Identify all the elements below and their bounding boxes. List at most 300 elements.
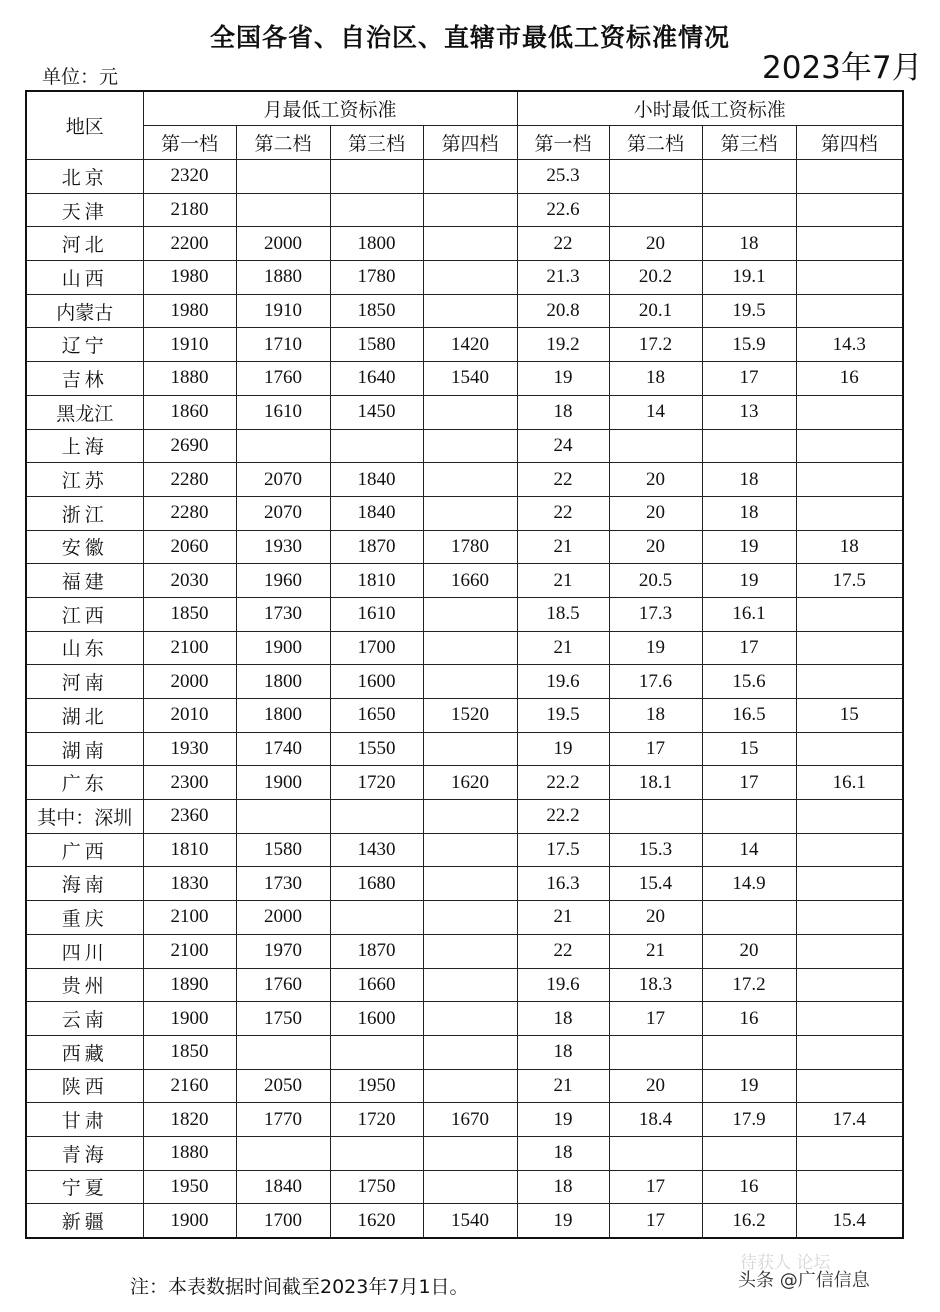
hourly-tier-3-cell: 13 — [702, 395, 796, 429]
region-cell: 内蒙古 — [26, 294, 143, 328]
monthly-tier-1-cell: 1910 — [143, 328, 236, 362]
monthly-tier-2-cell: 1930 — [236, 530, 330, 564]
hourly-tier-3-cell — [702, 429, 796, 463]
hourly-tier-2-cell: 20 — [609, 1069, 702, 1103]
table-row — [26, 766, 903, 800]
region-cell: 甘肃 — [26, 1103, 143, 1137]
monthly-tier-1-cell: 1880 — [143, 362, 236, 396]
hourly-tier-2-cell: 20 — [609, 463, 702, 497]
monthly-tier-3-cell: 1660 — [330, 968, 423, 1002]
hourly-tier-3-cell: 14.9 — [702, 867, 796, 901]
hourly-tier-3-cell: 19.5 — [702, 294, 796, 328]
hourly-tier-1-cell: 17.5 — [517, 833, 609, 867]
monthly-tier-4-cell — [423, 160, 517, 194]
hourly-tier-4-cell: 15.4 — [796, 1204, 903, 1238]
monthly-tier-2-cell: 1760 — [236, 968, 330, 1002]
hourly-tier-3-cell: 17 — [702, 362, 796, 396]
monthly-tier-4-cell — [423, 496, 517, 530]
monthly-tier-1-cell: 2320 — [143, 160, 236, 194]
monthly-tier-3-cell: 1610 — [330, 597, 423, 631]
hourly-tier-3-cell: 17 — [702, 631, 796, 665]
hourly-tier-1-cell: 18 — [517, 1002, 609, 1036]
region-cell: 云南 — [26, 1002, 143, 1036]
hourly-tier-2-cell — [609, 1136, 702, 1170]
hourly-tier-3-cell: 14 — [702, 833, 796, 867]
monthly-tier-1-cell: 1820 — [143, 1103, 236, 1137]
monthly-tier-3-cell: 1810 — [330, 564, 423, 598]
monthly-tier-2-cell: 1730 — [236, 597, 330, 631]
hourly-tier-1-cell: 21 — [517, 901, 609, 935]
table-row — [26, 328, 903, 362]
region-cell: 新疆 — [26, 1204, 143, 1238]
region-cell: 重庆 — [26, 901, 143, 935]
table-row — [26, 665, 903, 699]
monthly-tier-2-cell: 1770 — [236, 1103, 330, 1137]
hourly-tier-1-cell: 19 — [517, 1204, 609, 1238]
monthly-tier-3-cell: 1720 — [330, 1103, 423, 1137]
hourly-tier-2-cell: 15.3 — [609, 833, 702, 867]
region-cell: 青海 — [26, 1136, 143, 1170]
table-row — [26, 429, 903, 463]
table-row — [26, 968, 903, 1002]
hourly-tier-3-cell: 17.2 — [702, 968, 796, 1002]
hourly-tier-1-cell: 22 — [517, 463, 609, 497]
header-row-tiers — [26, 126, 903, 160]
monthly-tier-4-cell: 1670 — [423, 1103, 517, 1137]
monthly-tier-2-cell: 2070 — [236, 463, 330, 497]
hourly-tier-2-cell — [609, 429, 702, 463]
monthly-tier-2-cell: 1960 — [236, 564, 330, 598]
hourly-tier-3-cell — [702, 1136, 796, 1170]
monthly-tier-2-cell: 1910 — [236, 294, 330, 328]
hourly-tier-3-cell: 19.1 — [702, 261, 796, 295]
monthly-tier-3-cell: 1850 — [330, 294, 423, 328]
monthly-tier-2-cell: 1710 — [236, 328, 330, 362]
hourly-tier-2-header: 第二档 — [609, 126, 702, 160]
monthly-tier-4-cell — [423, 833, 517, 867]
hourly-tier-3-cell: 18 — [702, 463, 796, 497]
hourly-tier-1-cell: 19 — [517, 732, 609, 766]
hourly-tier-3-header: 第三档 — [702, 126, 796, 160]
monthly-tier-4-cell — [423, 1170, 517, 1204]
hourly-tier-2-cell: 21 — [609, 934, 702, 968]
monthly-tier-1-cell: 2180 — [143, 193, 236, 227]
footnote: 注：本表数据时间截至2023年7月1日。 — [130, 1276, 469, 1298]
hourly-tier-3-cell — [702, 1035, 796, 1069]
monthly-tier-4-cell — [423, 934, 517, 968]
hourly-tier-2-cell: 17 — [609, 732, 702, 766]
monthly-tier-2-cell: 1730 — [236, 867, 330, 901]
monthly-tier-3-cell: 1840 — [330, 496, 423, 530]
table-row — [26, 496, 903, 530]
monthly-tier-1-cell: 2100 — [143, 934, 236, 968]
monthly-tier-2-header: 第二档 — [236, 126, 330, 160]
hourly-tier-1-cell: 24 — [517, 429, 609, 463]
hourly-tier-4-cell — [796, 901, 903, 935]
hourly-tier-2-cell: 18 — [609, 699, 702, 733]
monthly-tier-4-cell — [423, 1002, 517, 1036]
monthly-tier-2-cell: 1580 — [236, 833, 330, 867]
monthly-tier-2-cell: 1610 — [236, 395, 330, 429]
region-cell: 辽宁 — [26, 328, 143, 362]
hourly-tier-1-cell: 18 — [517, 1035, 609, 1069]
table-row — [26, 227, 903, 261]
hourly-tier-1-cell: 22 — [517, 496, 609, 530]
monthly-tier-3-cell — [330, 160, 423, 194]
monthly-tier-4-cell — [423, 429, 517, 463]
hourly-tier-4-cell — [796, 1069, 903, 1103]
table-row — [26, 934, 903, 968]
hourly-tier-4-cell: 17.5 — [796, 564, 903, 598]
table-row — [26, 1136, 903, 1170]
monthly-tier-4-cell: 1660 — [423, 564, 517, 598]
monthly-tier-1-cell: 2160 — [143, 1069, 236, 1103]
hourly-tier-2-cell: 15.4 — [609, 867, 702, 901]
monthly-tier-4-cell — [423, 901, 517, 935]
hourly-tier-4-cell — [796, 833, 903, 867]
region-cell: 天津 — [26, 193, 143, 227]
hourly-tier-1-cell: 22 — [517, 934, 609, 968]
hourly-tier-3-cell: 16.2 — [702, 1204, 796, 1238]
hourly-tier-3-cell — [702, 901, 796, 935]
hourly-tier-2-cell: 17 — [609, 1002, 702, 1036]
hourly-tier-1-cell: 16.3 — [517, 867, 609, 901]
hourly-tier-2-cell: 18.1 — [609, 766, 702, 800]
monthly-tier-1-cell: 1810 — [143, 833, 236, 867]
hourly-tier-4-cell: 17.4 — [796, 1103, 903, 1137]
region-cell: 西藏 — [26, 1035, 143, 1069]
hourly-tier-2-cell: 17.2 — [609, 328, 702, 362]
monthly-tier-2-cell: 2000 — [236, 227, 330, 261]
monthly-tier-3-cell — [330, 1035, 423, 1069]
hourly-tier-1-cell: 18 — [517, 1170, 609, 1204]
region-cell: 广西 — [26, 833, 143, 867]
monthly-tier-4-cell — [423, 631, 517, 665]
region-cell: 四川 — [26, 934, 143, 968]
hourly-tier-2-cell — [609, 160, 702, 194]
table-row — [26, 1170, 903, 1204]
monthly-tier-1-cell: 2300 — [143, 766, 236, 800]
hourly-tier-3-cell: 16.1 — [702, 597, 796, 631]
monthly-tier-1-cell: 2360 — [143, 800, 236, 834]
table-row — [26, 193, 903, 227]
hourly-tier-1-cell: 21.3 — [517, 261, 609, 295]
monthly-tier-3-cell: 1620 — [330, 1204, 423, 1238]
table-row — [26, 631, 903, 665]
monthly-tier-4-cell — [423, 1069, 517, 1103]
hourly-tier-1-cell: 21 — [517, 564, 609, 598]
monthly-tier-2-cell — [236, 193, 330, 227]
monthly-tier-4-cell — [423, 968, 517, 1002]
hourly-tier-2-cell: 14 — [609, 395, 702, 429]
monthly-tier-4-cell — [423, 597, 517, 631]
hourly-tier-4-cell — [796, 193, 903, 227]
hourly-tier-4-cell — [796, 968, 903, 1002]
hourly-tier-1-cell: 22.2 — [517, 766, 609, 800]
monthly-tier-3-cell: 1870 — [330, 530, 423, 564]
monthly-tier-2-cell — [236, 429, 330, 463]
hourly-tier-3-cell: 15.9 — [702, 328, 796, 362]
monthly-tier-1-cell: 2060 — [143, 530, 236, 564]
hourly-tier-4-cell: 15 — [796, 699, 903, 733]
table-row — [26, 160, 903, 194]
monthly-tier-3-cell: 1580 — [330, 328, 423, 362]
hourly-tier-1-cell: 22.6 — [517, 193, 609, 227]
hourly-tier-1-cell: 21 — [517, 1069, 609, 1103]
hourly-tier-1-cell: 19.6 — [517, 665, 609, 699]
hourly-tier-1-cell: 19.6 — [517, 968, 609, 1002]
hourly-tier-4-cell — [796, 867, 903, 901]
monthly-tier-3-cell: 1750 — [330, 1170, 423, 1204]
hourly-tier-3-cell: 20 — [702, 934, 796, 968]
monthly-tier-3-cell: 1950 — [330, 1069, 423, 1103]
monthly-tier-2-cell — [236, 1035, 330, 1069]
monthly-tier-3-cell: 1840 — [330, 463, 423, 497]
monthly-tier-2-cell: 1900 — [236, 631, 330, 665]
monthly-tier-2-cell: 1800 — [236, 665, 330, 699]
monthly-tier-3-cell: 1600 — [330, 1002, 423, 1036]
monthly-tier-2-cell: 1840 — [236, 1170, 330, 1204]
hourly-tier-2-cell: 19 — [609, 631, 702, 665]
region-cell: 安徽 — [26, 530, 143, 564]
source-credit: 头条 @广信信息 — [738, 1270, 870, 1291]
hourly-tier-4-cell — [796, 496, 903, 530]
region-header: 地区 — [26, 91, 143, 160]
hourly-tier-2-cell: 20 — [609, 227, 702, 261]
region-cell: 河北 — [26, 227, 143, 261]
monthly-tier-2-cell: 1800 — [236, 699, 330, 733]
monthly-tier-4-cell: 1540 — [423, 362, 517, 396]
region-cell: 浙江 — [26, 496, 143, 530]
monthly-tier-1-cell: 2010 — [143, 699, 236, 733]
hourly-tier-2-cell — [609, 800, 702, 834]
hourly-tier-4-cell — [796, 463, 903, 497]
hourly-tier-2-cell: 20.5 — [609, 564, 702, 598]
hourly-tier-4-cell: 16.1 — [796, 766, 903, 800]
hourly-tier-1-header: 第一档 — [517, 126, 609, 160]
hourly-tier-1-cell: 20.8 — [517, 294, 609, 328]
hourly-tier-3-cell: 19 — [702, 530, 796, 564]
hourly-tier-3-cell: 19 — [702, 564, 796, 598]
hourly-tier-3-cell: 17.9 — [702, 1103, 796, 1137]
monthly-tier-2-cell: 2070 — [236, 496, 330, 530]
hourly-tier-4-cell — [796, 800, 903, 834]
hourly-tier-3-cell: 16 — [702, 1170, 796, 1204]
hourly-tier-3-cell: 16 — [702, 1002, 796, 1036]
monthly-tier-1-cell: 1900 — [143, 1204, 236, 1238]
hourly-tier-2-cell: 17.3 — [609, 597, 702, 631]
hourly-tier-4-cell — [796, 732, 903, 766]
monthly-tier-4-cell — [423, 867, 517, 901]
monthly-tier-1-cell: 1950 — [143, 1170, 236, 1204]
unit-label: 单位：元 — [42, 66, 119, 88]
region-cell: 河南 — [26, 665, 143, 699]
region-cell: 福建 — [26, 564, 143, 598]
monthly-tier-3-cell: 1430 — [330, 833, 423, 867]
hourly-tier-1-cell: 19.5 — [517, 699, 609, 733]
hourly-tier-4-cell — [796, 597, 903, 631]
region-cell: 广东 — [26, 766, 143, 800]
hourly-tier-2-cell: 20.2 — [609, 261, 702, 295]
table-row — [26, 867, 903, 901]
table-row — [26, 699, 903, 733]
hourly-tier-1-cell: 18 — [517, 1136, 609, 1170]
region-cell: 湖北 — [26, 699, 143, 733]
monthly-tier-4-cell — [423, 193, 517, 227]
monthly-tier-3-cell: 1870 — [330, 934, 423, 968]
monthly-tier-3-cell — [330, 901, 423, 935]
monthly-tier-1-cell: 2030 — [143, 564, 236, 598]
hourly-tier-4-cell — [796, 294, 903, 328]
monthly-tier-4-cell — [423, 800, 517, 834]
monthly-tier-1-cell: 2100 — [143, 901, 236, 935]
hourly-tier-3-cell: 15.6 — [702, 665, 796, 699]
monthly-tier-3-cell: 1450 — [330, 395, 423, 429]
hourly-tier-4-cell — [796, 1035, 903, 1069]
table-row — [26, 800, 903, 834]
table-row — [26, 463, 903, 497]
region-cell: 宁夏 — [26, 1170, 143, 1204]
monthly-tier-1-cell: 2000 — [143, 665, 236, 699]
table-row — [26, 1035, 903, 1069]
monthly-tier-3-cell — [330, 1136, 423, 1170]
monthly-tier-3-header: 第三档 — [330, 126, 423, 160]
page-title: 全国各省、自治区、直辖市最低工资标准情况 — [209, 23, 730, 52]
monthly-tier-2-cell: 1970 — [236, 934, 330, 968]
monthly-tier-4-cell — [423, 227, 517, 261]
monthly-tier-1-cell: 2690 — [143, 429, 236, 463]
table-row — [26, 1069, 903, 1103]
hourly-tier-2-cell: 20 — [609, 496, 702, 530]
monthly-tier-1-cell: 1930 — [143, 732, 236, 766]
hourly-tier-4-header: 第四档 — [796, 126, 903, 160]
monthly-tier-2-cell: 1880 — [236, 261, 330, 295]
monthly-tier-4-cell — [423, 294, 517, 328]
monthly-tier-3-cell: 1800 — [330, 227, 423, 261]
hourly-tier-2-cell: 17 — [609, 1170, 702, 1204]
hourly-tier-2-cell: 20.1 — [609, 294, 702, 328]
hourly-tier-4-cell — [796, 227, 903, 261]
hourly-tier-4-cell — [796, 1170, 903, 1204]
hourly-tier-4-cell — [796, 934, 903, 968]
monthly-tier-4-cell — [423, 463, 517, 497]
monthly-tier-1-cell: 1980 — [143, 261, 236, 295]
monthly-tier-3-cell: 1600 — [330, 665, 423, 699]
region-cell: 吉林 — [26, 362, 143, 396]
table-row — [26, 1204, 903, 1238]
region-cell: 陕西 — [26, 1069, 143, 1103]
region-cell: 山东 — [26, 631, 143, 665]
monthly-tier-2-cell: 1900 — [236, 766, 330, 800]
monthly-tier-4-cell — [423, 1136, 517, 1170]
hourly-tier-2-cell — [609, 193, 702, 227]
hourly-tier-4-cell: 16 — [796, 362, 903, 396]
monthly-tier-1-cell: 1890 — [143, 968, 236, 1002]
table-row — [26, 901, 903, 935]
hourly-tier-3-cell: 19 — [702, 1069, 796, 1103]
monthly-tier-4-cell: 1520 — [423, 699, 517, 733]
monthly-tier-4-cell: 1620 — [423, 766, 517, 800]
monthly-tier-2-cell: 2000 — [236, 901, 330, 935]
hourly-tier-2-cell: 18.3 — [609, 968, 702, 1002]
monthly-tier-2-cell: 1760 — [236, 362, 330, 396]
hourly-tier-4-cell: 18 — [796, 530, 903, 564]
table-row — [26, 597, 903, 631]
hourly-tier-4-cell — [796, 665, 903, 699]
monthly-tier-1-cell: 2280 — [143, 496, 236, 530]
monthly-tier-1-cell: 1850 — [143, 597, 236, 631]
monthly-tier-4-cell: 1780 — [423, 530, 517, 564]
monthly-tier-4-cell: 1540 — [423, 1204, 517, 1238]
hourly-tier-4-cell — [796, 261, 903, 295]
hourly-tier-2-cell: 18 — [609, 362, 702, 396]
hourly-tier-1-cell: 22 — [517, 227, 609, 261]
hourly-tier-2-cell — [609, 1035, 702, 1069]
hourly-tier-4-cell — [796, 1002, 903, 1036]
monthly-tier-1-cell: 1830 — [143, 867, 236, 901]
region-cell: 江西 — [26, 597, 143, 631]
hourly-tier-3-cell — [702, 160, 796, 194]
hourly-tier-2-cell: 17.6 — [609, 665, 702, 699]
monthly-tier-3-cell: 1720 — [330, 766, 423, 800]
monthly-tier-1-cell: 2100 — [143, 631, 236, 665]
monthly-tier-1-cell: 1880 — [143, 1136, 236, 1170]
header-row-groups — [26, 91, 903, 126]
hourly-tier-4-cell — [796, 1136, 903, 1170]
monthly-tier-3-cell: 1640 — [330, 362, 423, 396]
monthly-tier-3-cell — [330, 800, 423, 834]
hourly-tier-4-cell — [796, 631, 903, 665]
monthly-tier-4-cell — [423, 261, 517, 295]
hourly-tier-3-cell — [702, 193, 796, 227]
hourly-tier-2-cell: 17 — [609, 1204, 702, 1238]
table-row — [26, 294, 903, 328]
region-cell: 上海 — [26, 429, 143, 463]
monthly-tier-2-cell: 2050 — [236, 1069, 330, 1103]
watermark: 待获人 论坛 — [740, 1253, 831, 1273]
min-wage-table — [25, 90, 904, 1239]
monthly-tier-3-cell — [330, 193, 423, 227]
hourly-tier-1-cell: 21 — [517, 631, 609, 665]
monthly-tier-1-header: 第一档 — [143, 126, 236, 160]
monthly-tier-3-cell — [330, 429, 423, 463]
hourly-tier-4-cell: 14.3 — [796, 328, 903, 362]
monthly-header: 月最低工资标准 — [143, 91, 517, 126]
hourly-tier-1-cell: 25.3 — [517, 160, 609, 194]
table-row — [26, 732, 903, 766]
monthly-tier-1-cell: 2200 — [143, 227, 236, 261]
monthly-tier-3-cell: 1650 — [330, 699, 423, 733]
table-row — [26, 530, 903, 564]
hourly-tier-1-cell: 21 — [517, 530, 609, 564]
monthly-tier-4-cell: 1420 — [423, 328, 517, 362]
region-cell: 湖南 — [26, 732, 143, 766]
monthly-tier-4-cell — [423, 1035, 517, 1069]
monthly-tier-1-cell: 1980 — [143, 294, 236, 328]
table-row — [26, 1103, 903, 1137]
monthly-tier-3-cell: 1780 — [330, 261, 423, 295]
hourly-tier-4-cell — [796, 395, 903, 429]
monthly-tier-2-cell: 1750 — [236, 1002, 330, 1036]
monthly-tier-2-cell — [236, 1136, 330, 1170]
date-label: 2023年7月 — [762, 50, 923, 86]
monthly-tier-4-cell — [423, 395, 517, 429]
hourly-tier-2-cell: 18.4 — [609, 1103, 702, 1137]
table-row — [26, 1002, 903, 1036]
monthly-tier-4-cell — [423, 665, 517, 699]
region-cell: 山西 — [26, 261, 143, 295]
monthly-tier-2-cell — [236, 800, 330, 834]
